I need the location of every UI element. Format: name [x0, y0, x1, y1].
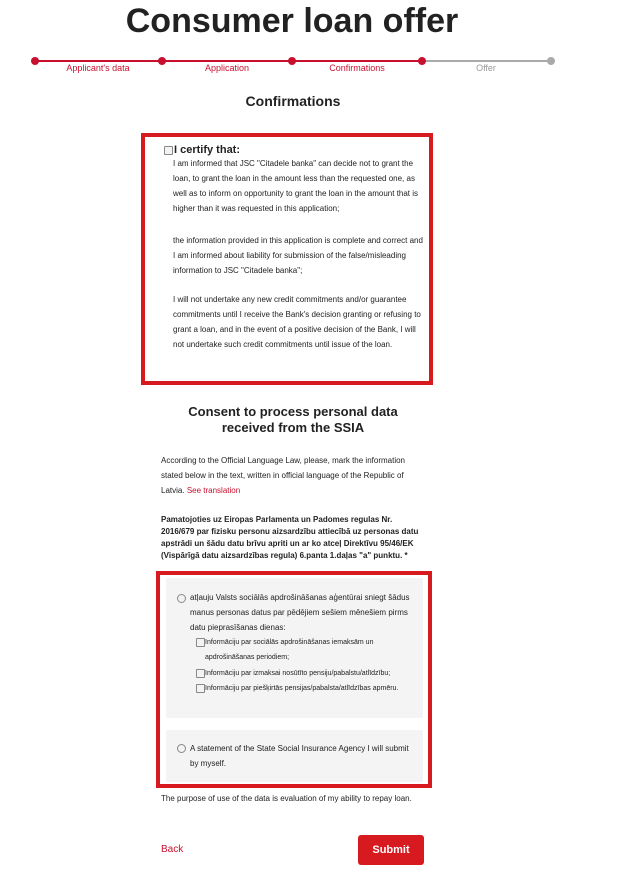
certify-paragraph: I will not undertake any new credit commitments and/or guarantee commitments until I receive the Bank's decision granting or refusing to grant a loan, and in the event of a positive decision of the Bank, I will not undertake such credit commitments until issue of the loan. [173, 295, 421, 349]
stepper-line-pending [422, 60, 551, 62]
suboption-checkbox[interactable] [196, 669, 205, 678]
suboption-label: Informāciju par piešķirtās pensijas/pabalsta/atlīdzības apmēru. [205, 685, 399, 692]
step-label-offer: Offer [476, 63, 496, 73]
legal-basis-text: Pamatojoties uz Eiropas Parlamenta un Padomes regulas Nr. 2016/679 par fizisku personu aizsardzību attiecībā uz personas datu apstrādi un šādu datu brīvu apriti un ar ko atceļ Direktīvu 95/46/EK (Vispārīgā datu aizsardzības regula) 6.panta 1.daļas "a" punktu. * [161, 515, 419, 560]
progress-stepper [32, 55, 554, 75]
certify-checkbox[interactable] [164, 146, 173, 155]
stepper-line-done [35, 60, 422, 62]
step-label-application: Application [204, 63, 250, 73]
self-submit-option-text: A statement of the State Social Insurance Agency I will submit by myself. [190, 744, 409, 768]
purpose-text: The purpose of use of the data is evaluation of my ability to repay loan. [161, 794, 412, 803]
page-title: Consumer loan offer [125, 2, 459, 40]
certify-label: I certify that: [174, 144, 241, 156]
see-translation-link[interactable]: See translation [186, 486, 241, 495]
step-dot-offer [418, 57, 426, 65]
certify-paragraph: the information provided in this application is complete and correct and I am informed about liability for submission of the false/misleading information to JSC "Citadele banka"; [173, 236, 423, 275]
suboption-label: Informāciju par sociālās apdrošināšanas iemaksām un apdrošināšanas periodiem; [205, 639, 374, 661]
suboption-checkbox[interactable] [196, 684, 205, 693]
suboption-checkbox[interactable] [196, 638, 205, 647]
step-label-confirmations: Confirmations [329, 63, 385, 73]
language-law-text: According to the Official Language Law, please, mark the information stated below in the text, written in official language of the Republic of Latvia. [161, 456, 405, 495]
step-dot-end [547, 57, 555, 65]
consent-radio[interactable] [177, 594, 186, 603]
step-dot-application [158, 57, 166, 65]
certify-paragraph: I am informed that JSC "Citadele banka" can decide not to grant the loan, to grant the loan in the amount less than the requested one, as well as to inform on opportunity to grant the loan in the amount that is higher than it was requested in this application; [173, 159, 419, 213]
consent-heading: Consent to process personal data received from the SSIA [188, 404, 398, 435]
suboption-label: Informāciju par izmaksai nosūtīto pensiju/pabalstu/atlīdzību; [205, 670, 391, 677]
step-dot-confirmations [288, 57, 296, 65]
submit-button[interactable]: Submit [358, 835, 424, 865]
confirmations-heading: Confirmations [245, 93, 341, 109]
back-link[interactable]: Back [161, 844, 184, 855]
consent-option-text: atļauju Valsts sociālās apdrošināšanas aģentūrai sniegt šādus manus personas datus par pēdējiem sešiem mēnešiem pirms datu pieprasīšanas dienas: [190, 593, 410, 632]
step-dot-applicants-data [31, 57, 39, 65]
step-label-applicants-data: Applicant's data [66, 63, 130, 73]
language-law-notice [161, 453, 425, 498]
self-submit-radio[interactable] [177, 744, 186, 753]
